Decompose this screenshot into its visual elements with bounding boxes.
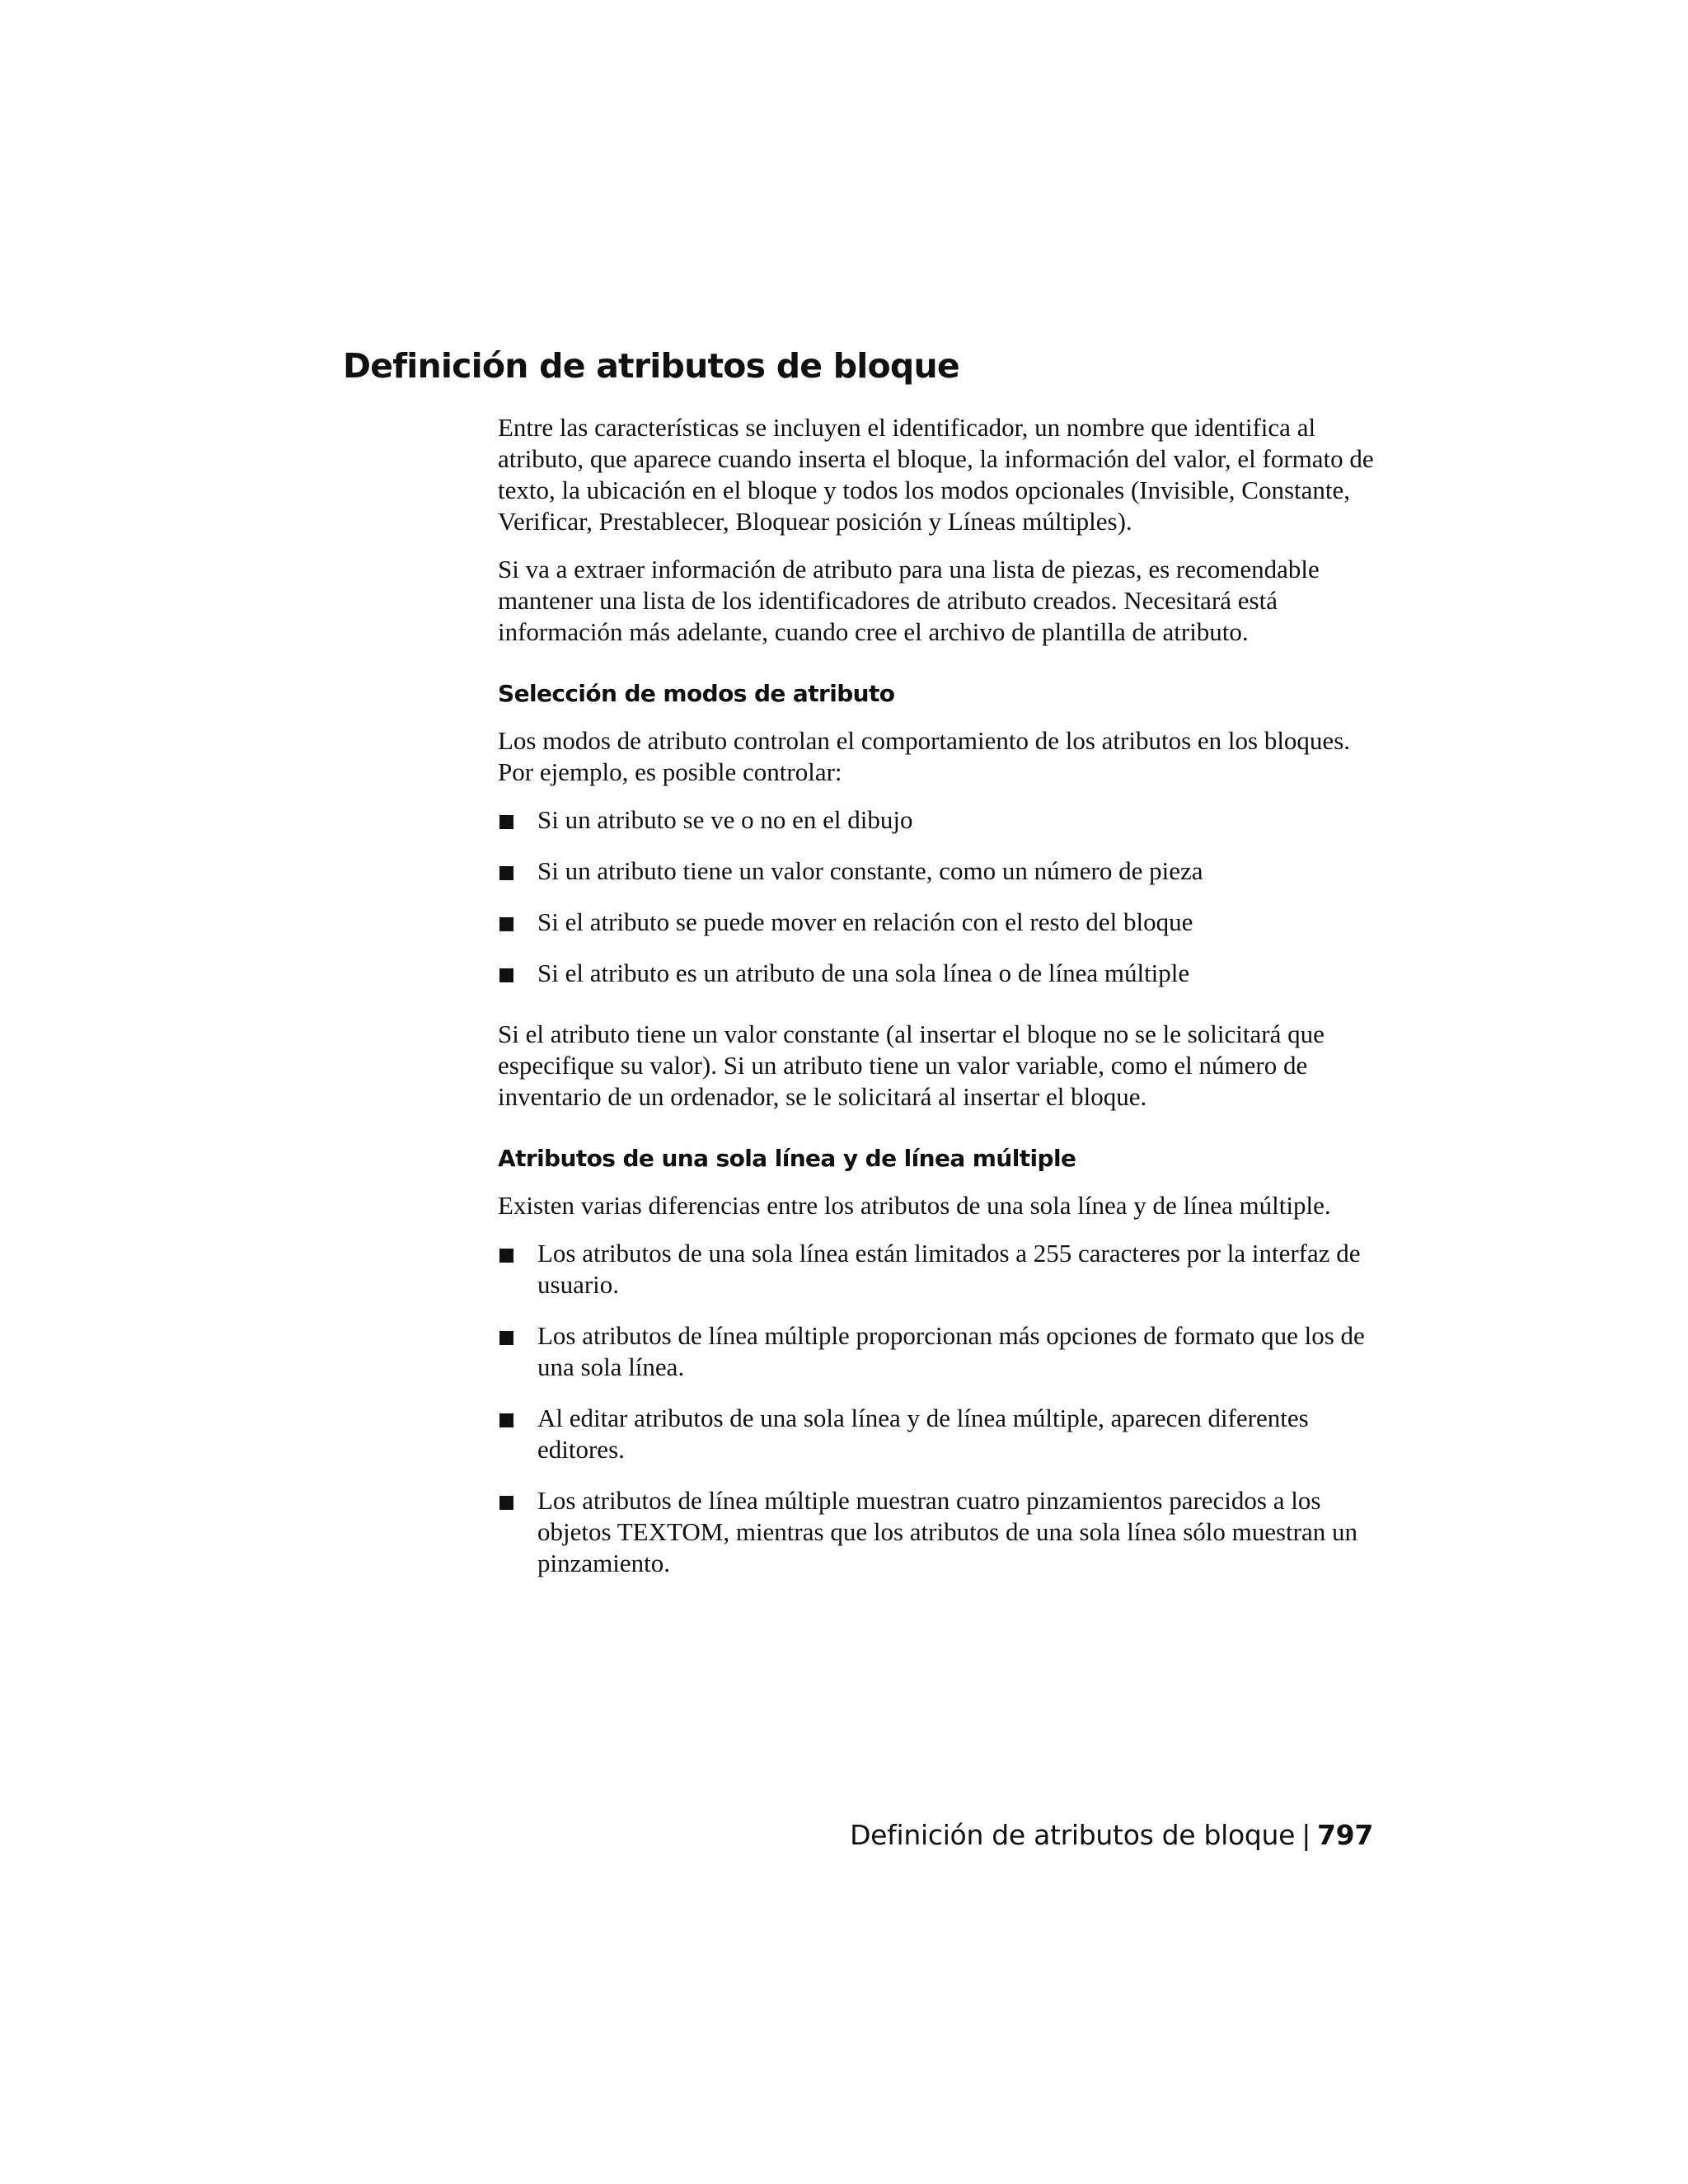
list-item-text: Los atributos de una sola línea están limitados a 255 caracteres por la interfaz de usuario. [537,1239,1361,1299]
section-heading-single-multiline: Atributos de una sola línea y de línea múltiple [498,1145,1076,1172]
list-item [498,1320,1375,1383]
list-item [498,1238,1375,1301]
list-item [498,1403,1375,1465]
list-item-text: Si un atributo tiene un valor constante, como un número de pieza [537,856,1203,885]
intro-paragraph: Entre las características se incluyen el identificador, un nombre que identifica al atributo, que aparece cuando inserta el bloque, la información del valor, el formato de texto, la ubicación en el bloque y todos los modos opcionales (Invisible, Constante, Verificar, Prestablecer, Bloquear posición y Líneas múltiples). [498,413,1374,536]
attribute-modes-list [498,804,1375,989]
square-bullet-icon [499,1331,513,1345]
section-intro: Los modos de atributo controlan el comportamiento de los atributos en los bloques. Por ejemplo, es posible controlar: [498,726,1351,786]
list-item [498,907,1375,938]
intro-paragraph: Si va a extraer información de atributo para una lista de piezas, es recomendable mantener una lista de los identificadores de atributo creados. Necesitará está información más adelante, cuando cree el archivo de plantilla de atributo. [498,555,1320,646]
section-heading-attribute-modes: Selección de modos de atributo [498,680,895,707]
list-item-text: Los atributos de línea múltiple proporcionan más opciones de formato que los de una sola línea. [537,1321,1365,1381]
list-item-text: Si un atributo se ve o no en el dibujo [537,805,913,834]
single-multiline-differences-list [498,1238,1375,1579]
square-bullet-icon [499,1413,513,1427]
square-bullet-icon [499,1496,513,1510]
list-item [498,804,1375,836]
running-title: Definición de atributos de bloque [850,1819,1296,1851]
section-intro: Existen varias diferencias entre los atributos de una sola línea y de línea múltiple. [498,1191,1331,1220]
list-item-text: Si el atributo se puede mover en relación con el resto del bloque [537,907,1193,936]
list-item [498,855,1375,887]
square-bullet-icon [499,968,513,982]
list-item [498,958,1375,989]
square-bullet-icon [499,866,513,880]
footer-separator: | [1301,1819,1311,1851]
list-item-text: Los atributos de línea múltiple muestran cuatro pinzamientos parecidos a los objetos TEXTOM, mientras que los atributos de una sola línea sólo muestran un pinzamiento. [537,1486,1357,1577]
page-footer [850,1817,1373,1854]
square-bullet-icon [499,917,513,931]
section-closing-paragraph: Si el atributo tiene un valor constante (al insertar el bloque no se le solicitará que especifique su valor). Si un atributo tiene un valor variable, como el número de inventario de un ordenador, se le solicitará al insertar el bloque. [498,1019,1325,1111]
list-item-text: Al editar atributos de una sola línea y de línea múltiple, aparecen diferentes editores. [537,1404,1309,1464]
square-bullet-icon [499,1249,513,1263]
list-item [498,1485,1375,1579]
square-bullet-icon [499,815,513,829]
page-body [498,412,1375,1609]
list-item-text: Si el atributo es un atributo de una sola línea o de línea múltiple [537,958,1190,987]
page-title: Definición de atributos de bloque [343,346,959,386]
page-number: 797 [1317,1819,1373,1851]
